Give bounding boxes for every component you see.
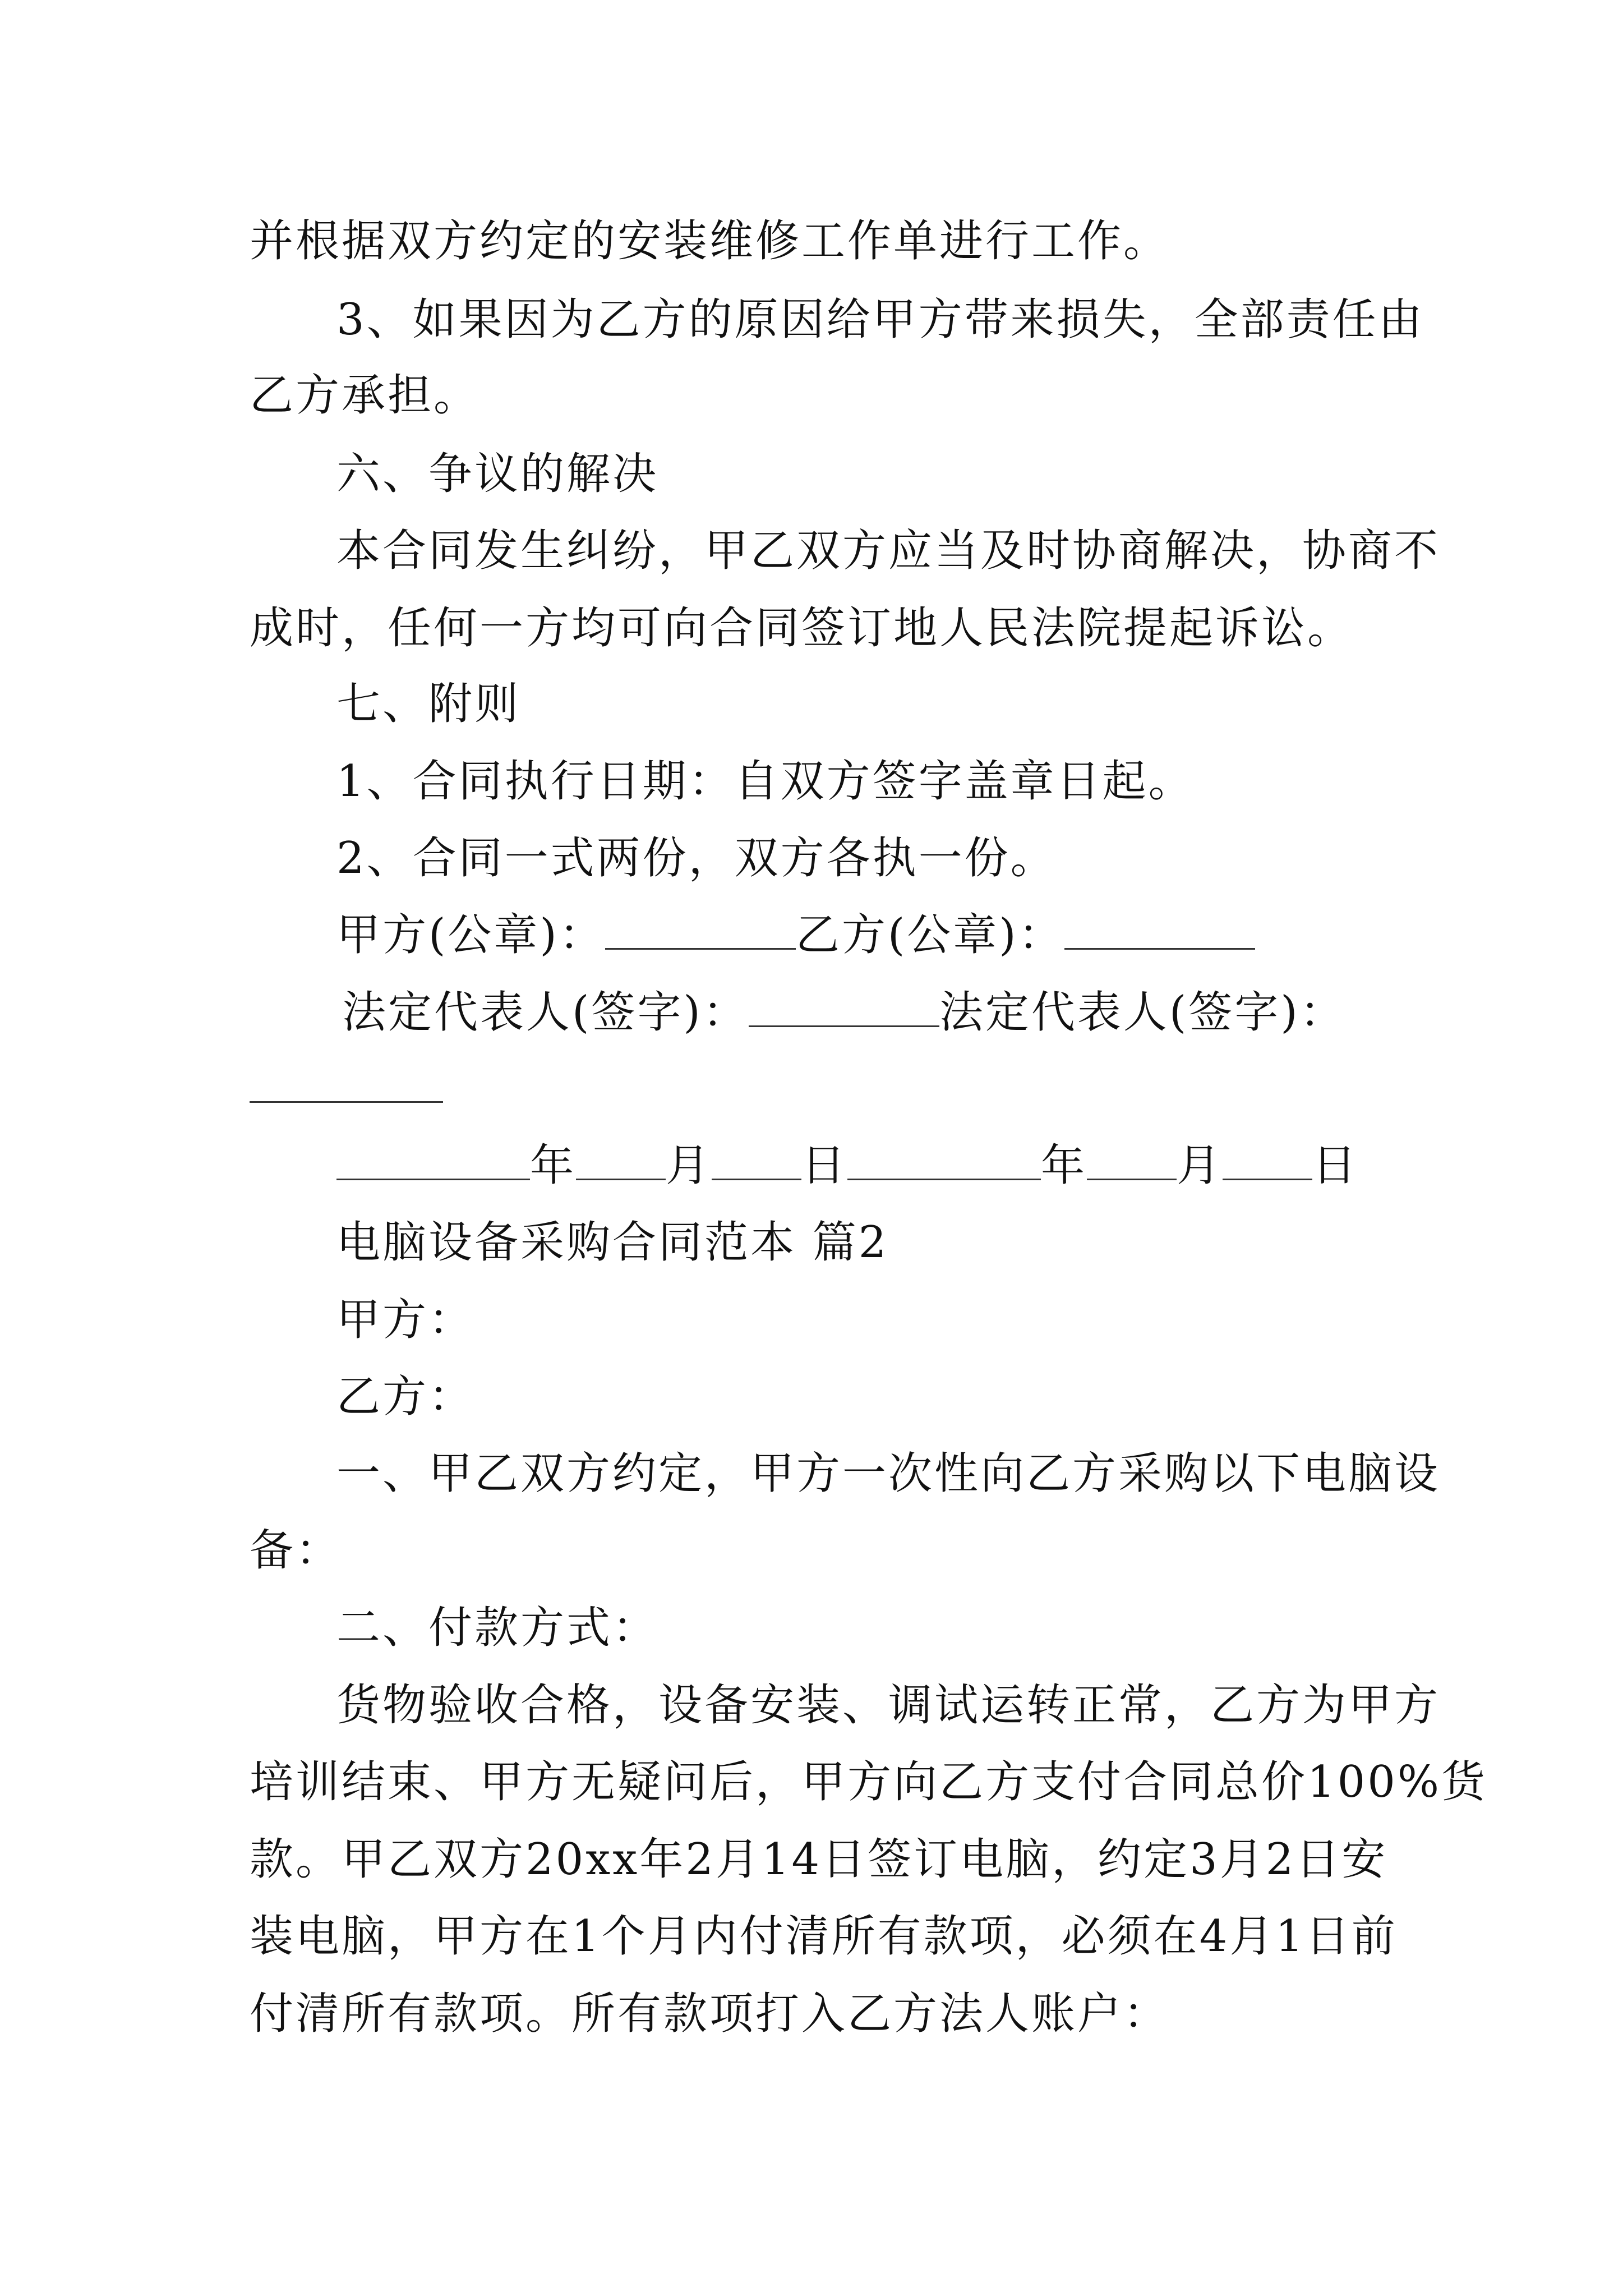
year-label: 年: [1041, 1140, 1087, 1191]
text-line: 2、合同一式两份，双方各执一份。: [336, 833, 1057, 884]
text-line: 3、如果因为乙方的原因给甲方带来损失，全部责任由: [336, 295, 1424, 345]
text-line: 培训结束、甲方无疑问后，甲方向乙方支付合同总价100%货: [250, 1757, 1487, 1807]
text-line: 并根据双方约定的安装维修工作单进行工作。: [250, 216, 1170, 266]
month-label: 月: [666, 1140, 712, 1191]
text-line: 一、甲乙双方约定，甲方一次性向乙方采购以下电脑设: [336, 1448, 1441, 1499]
year-label: 年: [530, 1140, 577, 1191]
party-a-rep-blank: [749, 986, 939, 1027]
section-heading: 七、附则: [336, 679, 521, 729]
party-b-seal-blank: [1064, 909, 1255, 950]
day-blank: [712, 1139, 801, 1180]
month-label: 月: [1177, 1140, 1223, 1191]
text-line: 装电脑，甲方在1个月内付清所有款项，必须在4月1日前: [250, 1911, 1398, 1962]
contract-title: 电脑设备采购合同范本 篇2: [336, 1217, 889, 1268]
party-b-rep-blank: [250, 1101, 443, 1103]
seal-signature-line: [336, 907, 1255, 963]
text-line: 款。甲乙双方20xx年2月14日签订电脑，约定3月2日安: [250, 1834, 1388, 1885]
day-blank: [1223, 1139, 1312, 1180]
party-b-line: 乙方：: [336, 1372, 475, 1422]
party-a-seal-label: 甲方(公章)：: [336, 910, 605, 960]
party-b-rep-label: 法定代表人(签字)：: [939, 987, 1346, 1038]
representative-signature-line: [342, 984, 1346, 1041]
month-blank: [1087, 1139, 1177, 1180]
year-blank: [847, 1139, 1041, 1180]
text-line: 付清所有款项。所有款项打入乙方法人账户：: [250, 1989, 1170, 2039]
party-b-seal-label: 乙方(公章)：: [795, 910, 1064, 960]
month-blank: [576, 1139, 666, 1180]
text-line: 货物验收合格，设备安装、调试运转正常，乙方为甲方: [336, 1680, 1441, 1731]
day-label: 日: [801, 1140, 848, 1191]
text-line: 1、合同执行日期：自双方签字盖章日起。: [336, 756, 1195, 807]
day-label: 日: [1312, 1140, 1359, 1191]
text-line: 本合同发生纠纷，甲乙双方应当及时协商解决，协商不: [336, 526, 1441, 576]
text-line: 成时，任何一方均可向合同签订地人民法院提起诉讼。: [250, 603, 1354, 654]
party-a-line: 甲方：: [336, 1295, 475, 1345]
year-blank: [336, 1139, 530, 1180]
date-line: [336, 1138, 1358, 1194]
text-line: 乙方承担。: [250, 370, 480, 421]
party-a-rep-label: 法定代表人(签字)：: [342, 987, 749, 1038]
text-line: 备：: [250, 1525, 342, 1576]
party-a-seal-blank: [605, 909, 796, 950]
section-heading: 六、争议的解决: [336, 449, 659, 499]
section-heading: 二、付款方式：: [336, 1603, 659, 1653]
